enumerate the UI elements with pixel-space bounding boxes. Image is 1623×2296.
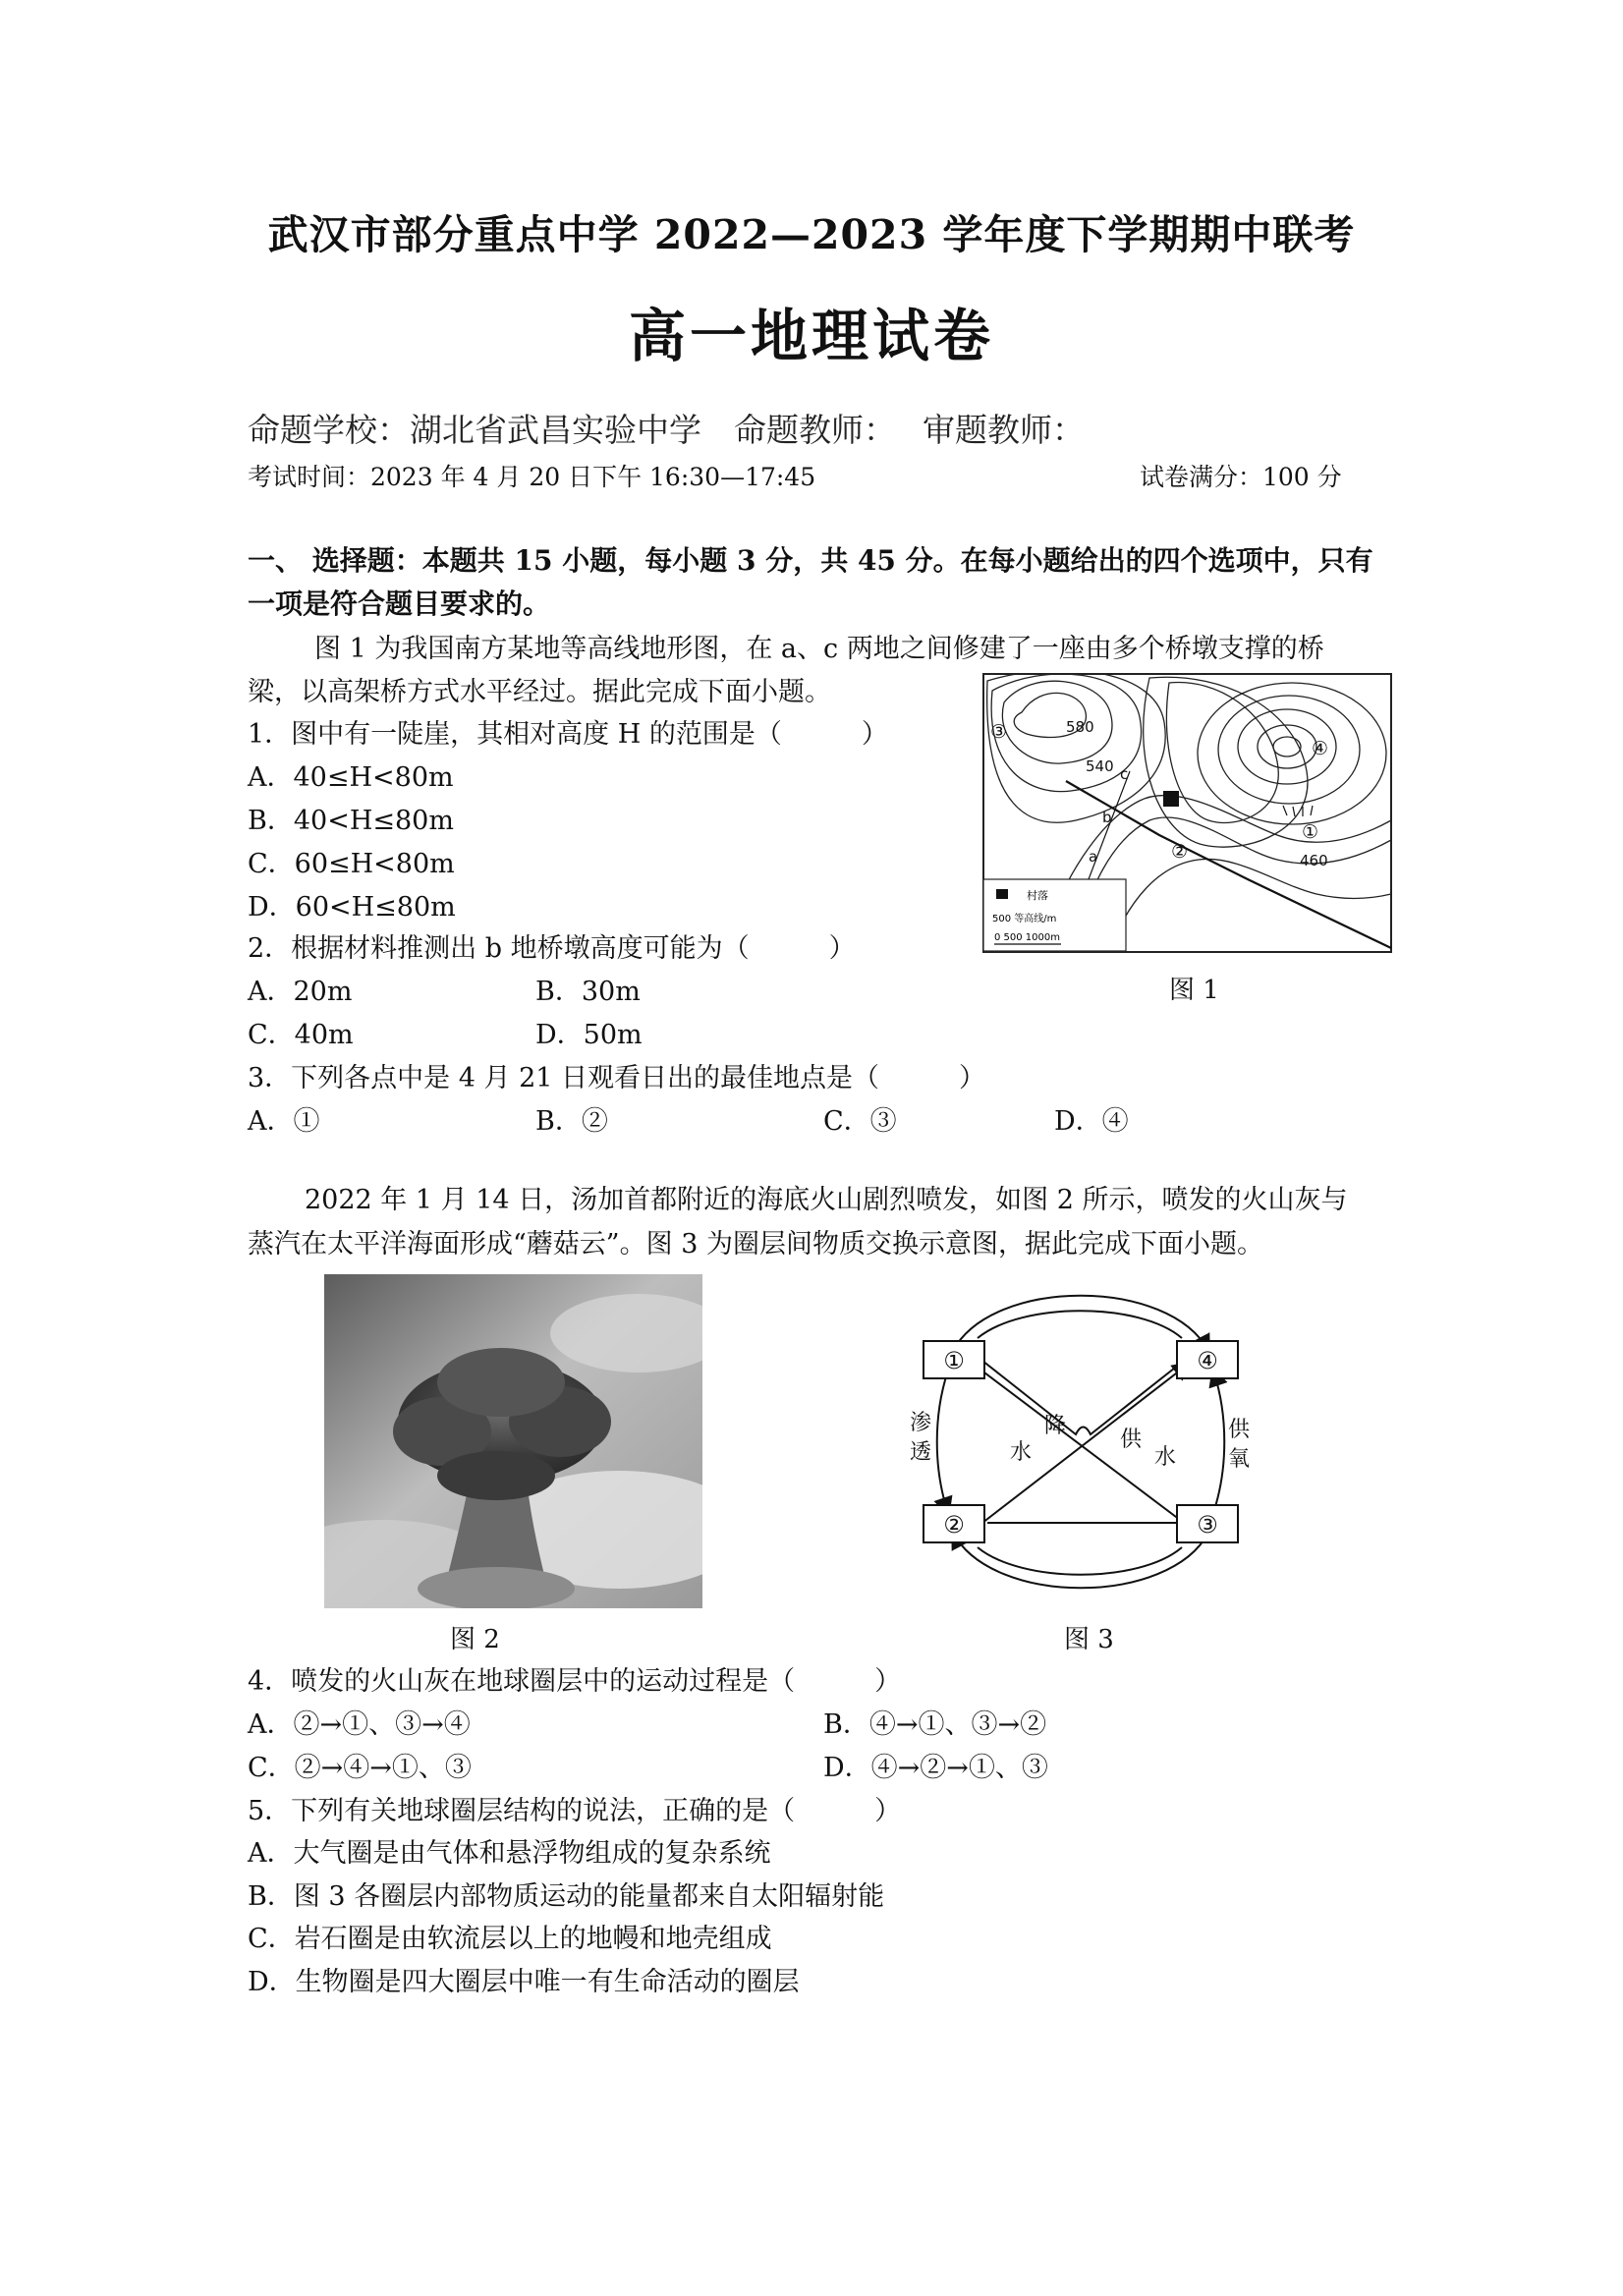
fig3-label-shui1: 水: [1010, 1440, 1033, 1465]
fig3-label-gong2: 供: [1228, 1418, 1251, 1442]
q5-stem: 5．下列有关地球圈层结构的说法，正确的是（ ）: [248, 1796, 902, 1826]
fig1-label-a: a: [1089, 848, 1098, 866]
fig3-label-gong1: 供: [1120, 1428, 1143, 1452]
fig3-label-jiang: 降: [1044, 1414, 1067, 1438]
fig3-label-tou: 透: [910, 1440, 932, 1465]
material2-line2: 蒸汽在太平洋海面形成“蘑菇云”。图 3 为圈层间物质交换示意图，据此完成下面小题。: [248, 1229, 1263, 1260]
fig3-box-1: ①: [943, 1347, 965, 1374]
q3-option-c[interactable]: C．③: [823, 1106, 897, 1137]
fig1-point-4: ④: [1312, 738, 1329, 759]
exam-time: 考试时间：2023 年 4 月 20 日下午 16:30—17:45: [248, 463, 816, 491]
fig1-point-2: ②: [1171, 841, 1189, 863]
q4-option-b[interactable]: B．④→①、③→②: [823, 1709, 1047, 1740]
fig1-label-580: 580: [1066, 718, 1094, 736]
fig3-label-shen: 渗: [910, 1411, 932, 1435]
section-heading-line1: 一、 选择题：本题共 15 小题，每小题 3 分，共 45 分。在每小题给出的四个选项中，只有: [248, 544, 1373, 577]
full-score: 试卷满分：100 分: [1140, 463, 1342, 491]
fig3-box-4: ④: [1197, 1347, 1218, 1374]
material2-line1: 2022 年 1 月 14 日，汤加首都附近的海底火山剧烈喷发，如图 2 所示，喷发的火山灰与: [305, 1185, 1348, 1215]
figure2-volcano-photo: [324, 1274, 702, 1608]
q3-option-a[interactable]: A．①: [248, 1106, 320, 1137]
figure2-caption: 图 2: [450, 1625, 500, 1654]
material1-line1: 图 1 为我国南方某地等高线地形图，在 a、c 两地之间修建了一座由多个桥墩支撑的桥: [314, 634, 1324, 664]
q2-option-a[interactable]: A．20m: [248, 977, 353, 1007]
q1-stem: 1．图中有一陡崖，其相对高度 H 的范围是（ ）: [248, 719, 888, 750]
q2-stem: 2．根据材料推测出 b 地桥墩高度可能为（ ）: [248, 933, 856, 964]
figure3-sphere-diagram: [904, 1277, 1258, 1606]
q5-option-d[interactable]: D．生物圈是四大圈层中唯一有生命活动的圈层: [248, 1967, 800, 1997]
fig1-legend-village: 村落: [1027, 889, 1048, 902]
q4-stem: 4．喷发的火山灰在地球圈层中的运动过程是（ ）: [248, 1666, 902, 1697]
q5-option-c[interactable]: C．岩石圈是由软流层以上的地幔和地壳组成: [248, 1924, 772, 1954]
q3-option-d[interactable]: D．④: [1054, 1106, 1129, 1137]
q2-option-d[interactable]: D．50m: [535, 1020, 643, 1050]
q4-option-c[interactable]: C．②→④→①、③: [248, 1753, 472, 1783]
school-line: 命题学校：湖北省武昌实验中学 命题教师： 审题教师：: [248, 411, 1085, 449]
q3-option-b[interactable]: B．②: [535, 1106, 608, 1137]
q1-option-a[interactable]: A．40≤H<80m: [248, 762, 454, 793]
q1-option-d[interactable]: D．60<H≤80m: [248, 892, 456, 923]
q4-option-a[interactable]: A．②→①、③→④: [248, 1709, 471, 1740]
q2-option-b[interactable]: B．30m: [535, 977, 641, 1007]
fig1-label-c: c: [1120, 765, 1129, 783]
q3-stem: 3．下列各点中是 4 月 21 日观看日出的最佳地点是（ ）: [248, 1063, 986, 1093]
material1-line2: 梁，以高架桥方式水平经过。据此完成下面小题。: [248, 677, 831, 707]
exam-title: 武汉市部分重点中学 2022—2023 学年度下学期期中联考: [267, 211, 1356, 258]
fig1-label-b: b: [1102, 809, 1112, 826]
q4-option-d[interactable]: D．④→②→①、③: [823, 1753, 1048, 1783]
section-heading-line2: 一项是符合题目要求的。: [248, 588, 551, 620]
fig3-label-yang: 氧: [1228, 1447, 1251, 1472]
figure1-caption: 图 1: [1169, 976, 1219, 1005]
paper-title: 高一地理试卷: [628, 303, 994, 369]
fig3-label-shui2: 水: [1154, 1445, 1177, 1470]
fig1-legend-contour: 500 等高线/m: [992, 914, 1057, 924]
q1-option-b[interactable]: B．40<H≤80m: [248, 806, 454, 836]
fig3-box-2: ②: [943, 1511, 965, 1539]
q1-option-c[interactable]: C．60≤H<80m: [248, 849, 455, 879]
q2-option-c[interactable]: C．40m: [248, 1020, 354, 1050]
fig1-label-540: 540: [1086, 757, 1114, 775]
fig1-label-460: 460: [1300, 852, 1328, 869]
fig3-box-3: ③: [1197, 1511, 1218, 1539]
fig1-legend-scale: 0 500 1000m: [994, 932, 1060, 943]
q5-option-b[interactable]: B．图 3 各圈层内部物质运动的能量都来自太阳辐射能: [248, 1881, 885, 1912]
q5-option-a[interactable]: A．大气圈是由气体和悬浮物组成的复杂系统: [248, 1838, 771, 1869]
figure3-caption: 图 3: [1064, 1625, 1114, 1654]
fig1-point-3: ③: [990, 721, 1008, 743]
figure1-contour-map: [982, 673, 1392, 953]
fig1-point-1: ①: [1302, 821, 1319, 843]
